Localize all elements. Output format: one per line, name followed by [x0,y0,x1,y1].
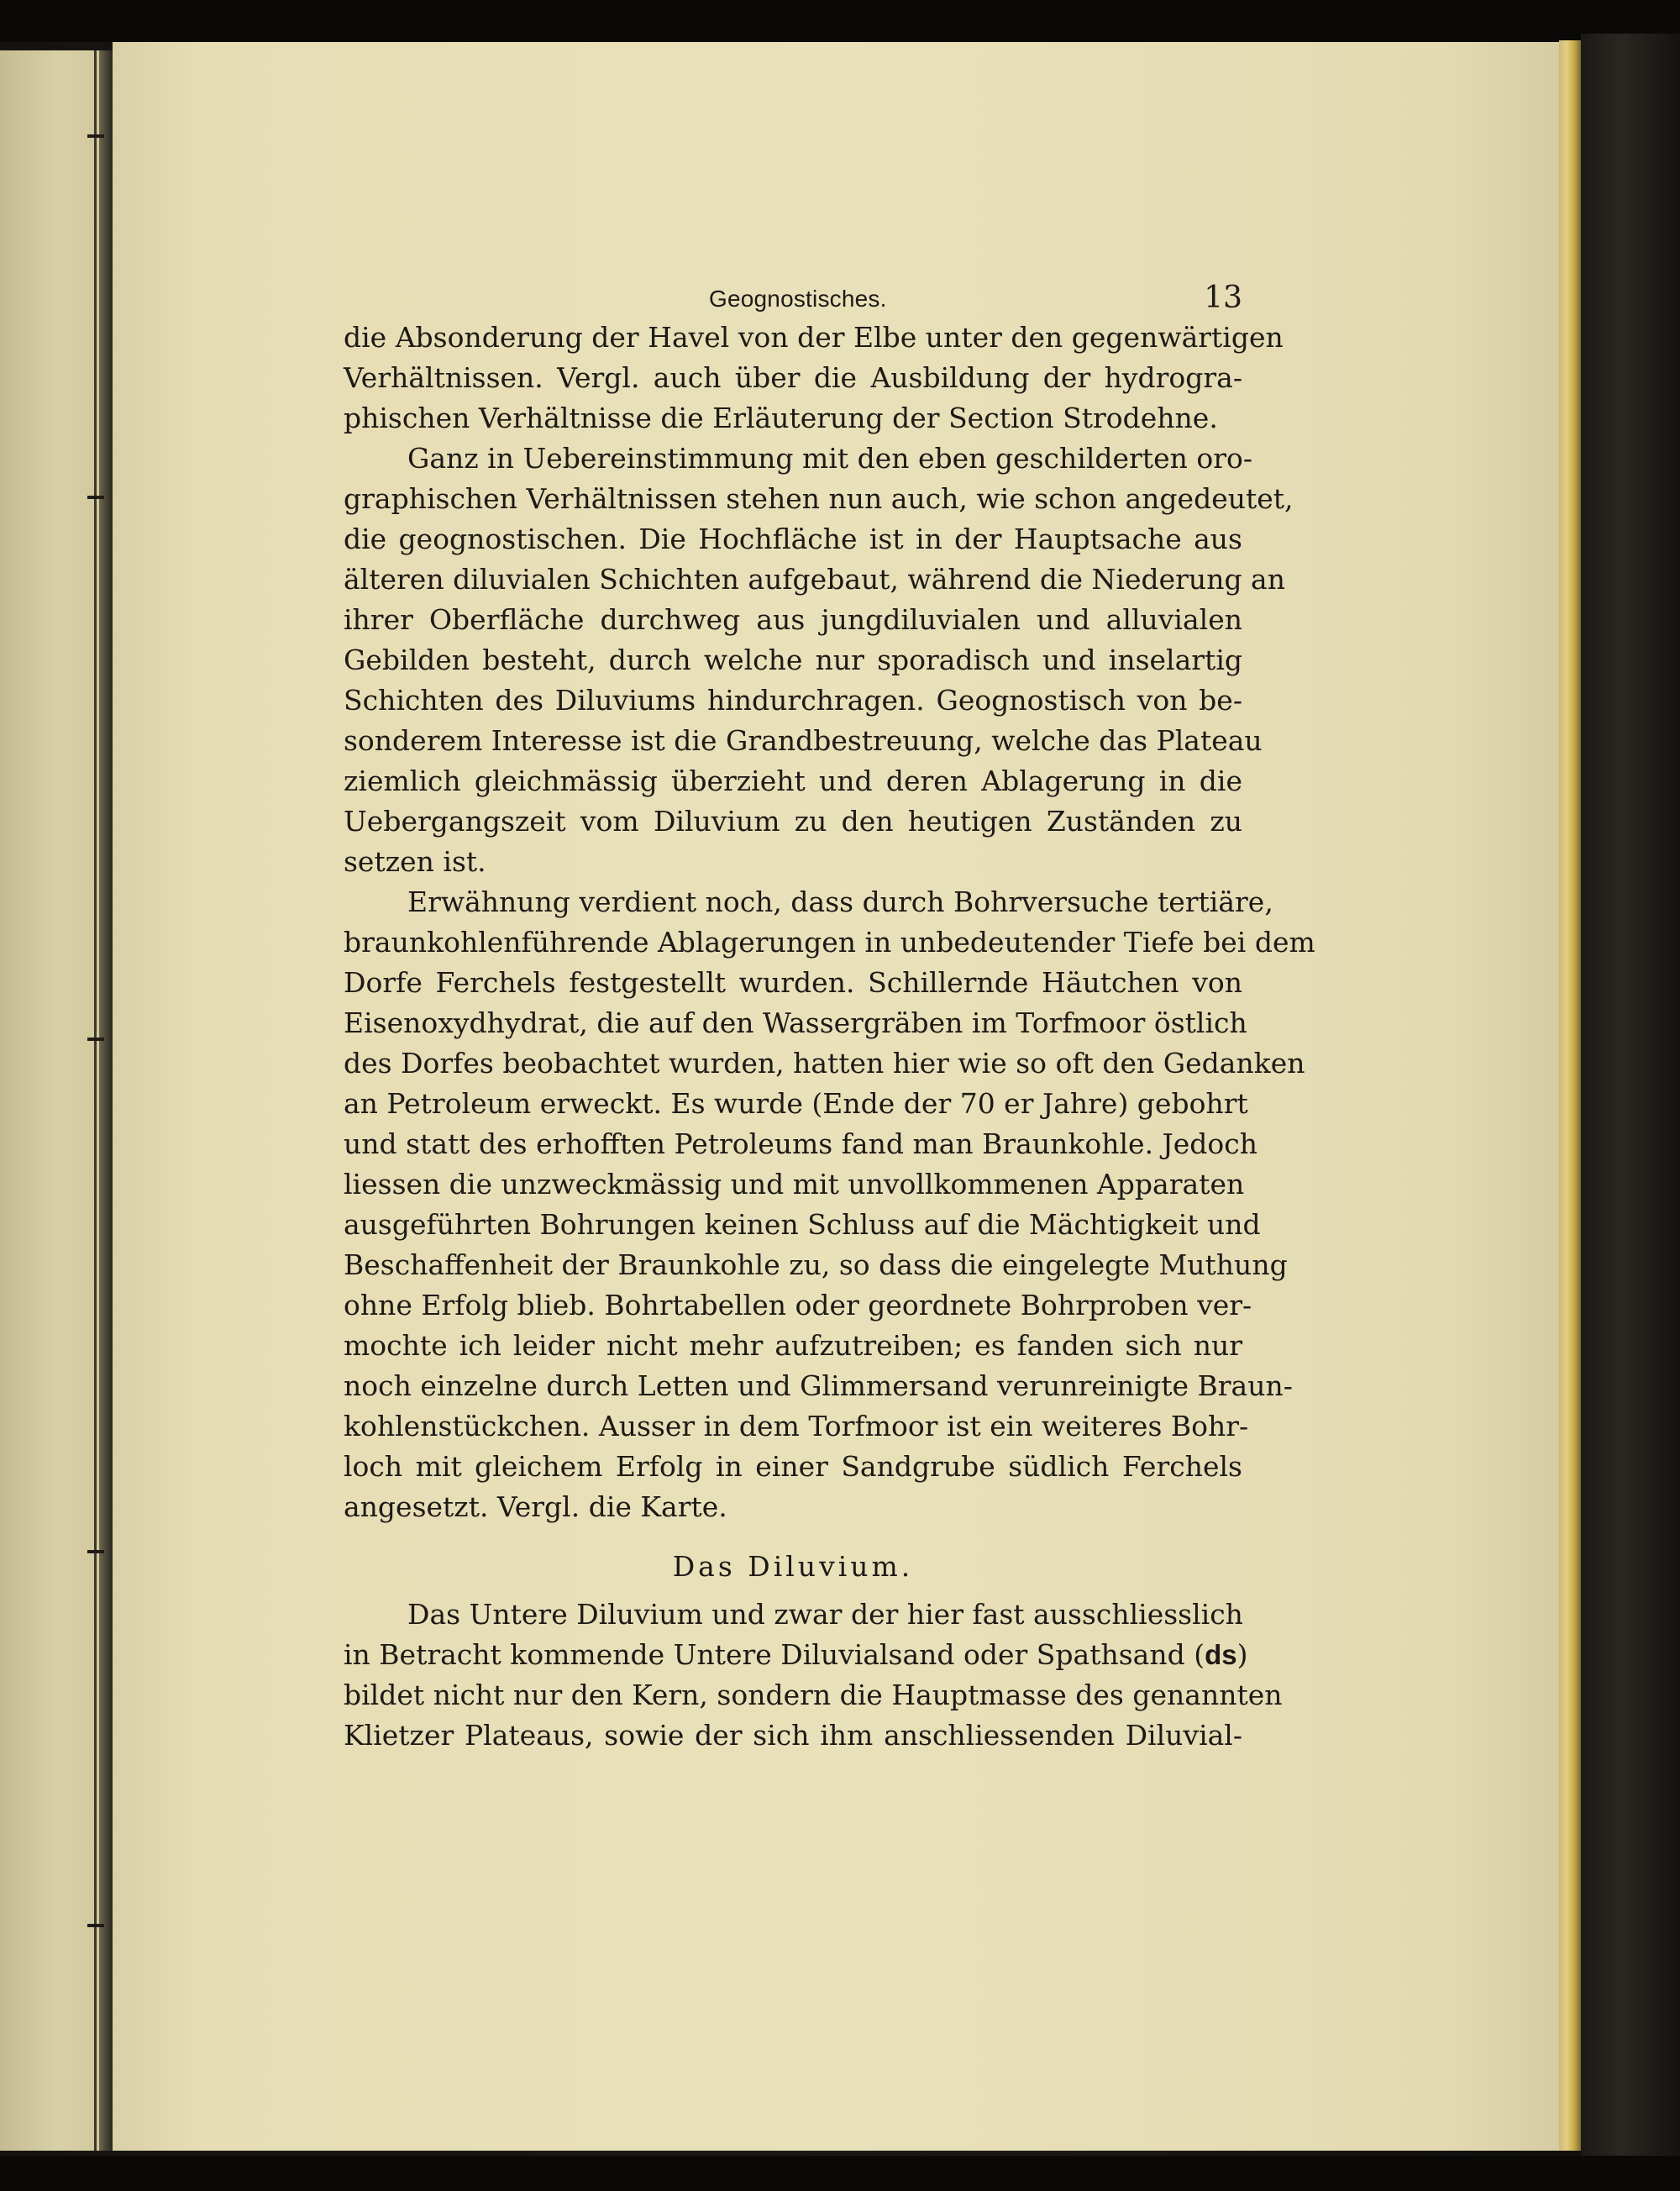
text-line: Uebergangszeit vom Diluvium zu den heutigen Zuständen zu [344,805,1242,838]
text-line: Beschaffenheit der Braunkohle zu, so dass die eingelegte Muthung [344,1248,1288,1281]
text-line: des Dorfes beobachtet wurden, hatten hier wie so oft den Gedanken [344,1047,1305,1080]
text-line: und statt des erhofften Petroleums fand man Braunkohle. Jedoch [344,1127,1258,1160]
text-line: Verhältnissen. Vergl. auch über die Ausbildung der hydrogra- [344,361,1242,394]
text-fragment: in Betracht kommende Untere Diluvialsand oder Spathsand ( [344,1638,1205,1671]
paragraph [344,439,1294,882]
running-head [344,267,1242,318]
text-line: Erwähnung verdient noch, dass durch Bohrversuche tertiäre, [407,885,1273,918]
paragraph [344,1595,1283,1756]
binding-thread [94,50,97,2151]
scanner-background-bottom [0,2156,1680,2191]
text-fragment: ) [1236,1638,1248,1671]
page-text-block [344,267,1315,1756]
section-heading: Das Diluvium. [672,1550,914,1583]
text-line: setzen ist. [344,845,486,878]
paragraph [344,318,1284,439]
binding-stitch [87,1924,104,1927]
text-line: Dorfe Ferchels festgestellt wurden. Schillernde Häutchen von [344,966,1242,999]
binding-stitch [87,1038,104,1041]
text-line: liessen die unzweckmässig und mit unvollkommenen Apparaten [344,1168,1245,1201]
text-line: mochte ich leider nicht mehr aufzutreiben; es fanden sich nur [344,1329,1242,1362]
page-fore-edge [1559,40,1581,2151]
book-gutter [99,50,113,2151]
text-line: Eisenoxydhydrat, die auf den Wassergräben im Torfmoor östlich [344,1006,1247,1039]
binding-stitch [87,496,104,499]
text-line: loch mit gleichem Erfolg in einer Sandgrube südlich Ferchels [344,1450,1242,1483]
running-title: Geognostisches. [709,286,887,312]
text-line: an Petroleum erweckt. Es wurde (Ende der 70 er Jahre) gebohrt [344,1087,1248,1120]
text-line: Das Untere Diluvium und zwar der hier fast ausschliesslich [407,1598,1243,1631]
binding-stitch [87,134,104,138]
text-line: Ganz in Uebereinstimmung mit den eben geschilderten oro- [407,442,1253,475]
previous-page-edge [0,50,108,2151]
book-cover-edge [1581,34,1680,2159]
text-line: Gebilden besteht, durch welche nur sporadisch und inselartig [344,644,1242,676]
text-line: ziemlich gleichmässig überzieht und deren Ablagerung in die [344,764,1242,797]
text-line: die geognostischen. Die Hochfläche ist in der Hauptsache aus [344,523,1242,555]
text-line: Klietzer Plateaus, sowie der sich ihm anschliessenden Diluvial- [344,1719,1242,1752]
text-line: ihrer Oberfläche durchweg aus jungdiluvialen und alluvialen [344,603,1242,636]
text-line: Schichten des Diluviums hindurchragen. Geognostisch von be- [344,684,1242,717]
page-number: 13 [1204,281,1242,315]
text-line: angesetzt. Vergl. die Karte. [344,1490,727,1523]
text-line: braunkohlenführende Ablagerungen in unbedeutender Tiefe bei dem [344,926,1315,959]
text-line: ausgeführten Bohrungen keinen Schluss auf die Mächtigkeit und [344,1208,1261,1241]
binding-stitch [87,1550,104,1553]
text-line: die Absonderung der Havel von der Elbe unter den gegenwärtigen [344,321,1284,354]
map-symbol: ds [1205,1639,1237,1670]
text-line: bildet nicht nur den Kern, sondern die Hauptmasse des genannten [344,1679,1283,1711]
text-line [344,1635,1248,1675]
paragraph [344,882,1315,1527]
text-line: ohne Erfolg blieb. Bohrtabellen oder geordnete Bohrproben ver- [344,1289,1252,1321]
text-line: noch einzelne durch Letten und Glimmersand verunreinigte Braun- [344,1369,1293,1402]
text-line: graphischen Verhältnissen stehen nun auch, wie schon angedeutet, [344,482,1294,515]
text-line: sonderem Interesse ist die Grandbestreuung, welche das Plateau [344,724,1263,757]
text-line: kohlenstückchen. Ausser in dem Torfmoor ist ein weiteres Bohr- [344,1410,1249,1442]
text-line: älteren diluvialen Schichten aufgebaut, während die Niederung an [344,563,1285,596]
text-line: phischen Verhältnisse die Erläuterung der Section Strodehne. [344,402,1218,434]
scanner-background-top [0,0,1680,42]
